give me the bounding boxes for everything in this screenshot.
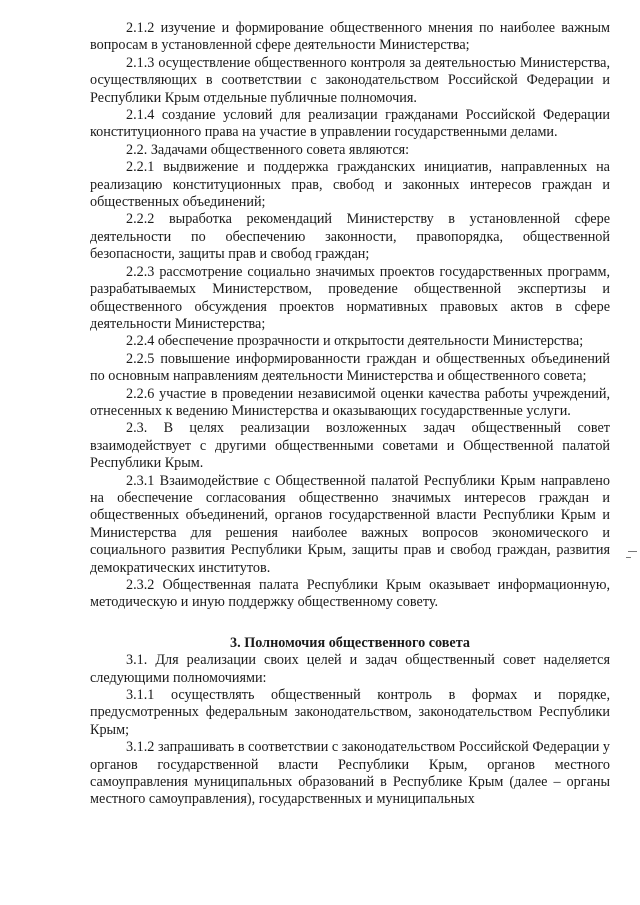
paragraph-3-1-2: 3.1.2 запрашивать в соответствии с законодательством Российской Федерации у органов государственной власти Республики Крым, органов местного самоуправления муниципальных образований в Республике Крым (далее – органы местного самоуправления), государственных и муниципальных (90, 739, 610, 808)
paragraph-2-1-2: 2.1.2 изучение и формирование общественного мнения по наиболее важным вопросам в установленной сфере деятельности Министерства; (90, 20, 610, 54)
paragraph-2-2: 2.2. Задачами общественного совета являются: (126, 141, 410, 158)
paragraph-2-3-1: 2.3.1 Взаимодействие с Общественной палатой Республики Крым направлено на обеспечение согласования общественно значимых интересов граждан и общественных объединений, органов государственной власти Республики Крым и Министерства для решения наиболее важных вопросов экономического и социального развития Республики Крым, защиты прав и свобод граждан, развития демократических институтов. (90, 472, 610, 576)
paragraph-3-1: 3.1. Для реализации своих целей и задач общественный совет наделяется следующими полномочиями: (90, 652, 610, 686)
section-heading: 3. Полномочия общественного совета (230, 634, 470, 651)
paragraph-2-2-3: 2.2.3 рассмотрение социально значимых проектов государственных программ, разрабатываемых Министерством, проведение общественной экспертизы и общественного обсуждения проектов нормативных правовых актов в сфере деятельности Министерства; (90, 263, 610, 332)
paragraph-3-1-1: 3.1.1 осуществлять общественный контроль в формах и порядке, предусмотренных федеральным законодательством, законодательством Республики Крым; (90, 687, 610, 738)
document-body (90, 20, 610, 809)
paragraph-2-2-5: 2.2.5 повышение информированности граждан и общественных объединений по основным направлениям деятельности Министерства и общественного совета; (90, 350, 610, 385)
paragraph-2-2-4: 2.2.4 обеспечение прозрачности и открытости деятельности Министерства; (126, 333, 584, 350)
paragraph-2-2-6: 2.2.6 участие в проведении независимой оценки качества работы учреждений, отнесенных к ведению Министерства и оказывающих государственные услуги. (90, 385, 610, 419)
paragraph-2-1-4: 2.1.4 создание условий для реализации гражданами Российской Федерации конституционного права на участие в управлении государственными делами. (90, 107, 610, 141)
paragraph-2-2-2: 2.2.2 выработка рекомендаций Министерству в установленной сфере деятельности по обеспечению законности, правопорядка, общественной безопасности, защиты прав и свобод граждан; (90, 211, 610, 263)
paragraph-2-3-2: 2.3.2 Общественная палата Республики Крым оказывает информационную, методическую и иную поддержку общественному совету. (90, 577, 610, 611)
paragraph-2-1-3: 2.1.3 осуществление общественного контроля за деятельностью Министерства, осуществляющих в соответствии с законодательством Российской Федерации и Республики Крым отдельные публичные полномочия. (90, 54, 610, 106)
paragraph-2-3: 2.3. В целях реализации возложенных задач общественный совет взаимодействует с другими общественными советами и Общественной палатой Республики Крым. (90, 420, 610, 472)
scan-mark (628, 551, 637, 552)
paragraph-2-2-1: 2.2.1 выдвижение и поддержка гражданских инициатив, направленных на реализацию конституционных прав, свобод и законных интересов граждан и общественных объединений; (90, 159, 610, 211)
scan-mark (626, 557, 631, 558)
